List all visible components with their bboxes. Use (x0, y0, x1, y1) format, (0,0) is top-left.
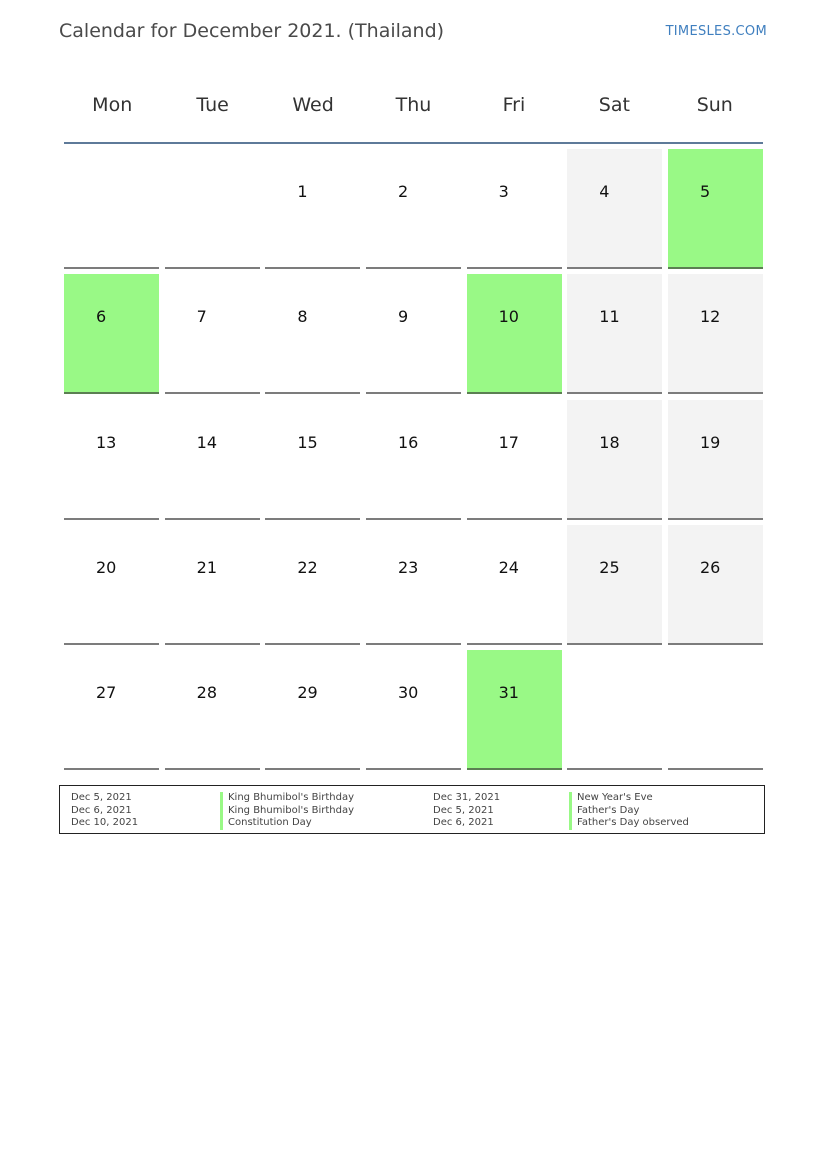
day-cell-23[interactable] (366, 525, 461, 645)
day-number: 1 (297, 182, 308, 201)
day-number: 27 (96, 683, 117, 702)
day-cell-9[interactable] (366, 274, 461, 394)
legend-dates-right (433, 792, 500, 830)
legend-date: Dec 5, 2021 (433, 804, 494, 816)
day-number: 20 (96, 557, 117, 577)
day-cell-27[interactable] (64, 650, 159, 770)
legend-holiday-name: Father's Day (569, 805, 689, 818)
day-number: 25 (599, 557, 620, 577)
day-number: 4 (599, 182, 610, 201)
day-number: 16 (397, 432, 419, 452)
empty-day-cell (165, 149, 260, 269)
day-cell-4[interactable] (567, 149, 662, 269)
day-cell-30[interactable] (366, 650, 461, 770)
legend-holiday-name: New Year's Eve (569, 792, 689, 805)
header-divider (64, 142, 763, 144)
day-number: 5 (699, 182, 711, 201)
day-cell-7[interactable] (165, 274, 260, 394)
day-number: 3 (498, 182, 509, 201)
weekday-mon: Mon (92, 94, 133, 116)
day-number: 12 (699, 307, 721, 327)
day-cell-2[interactable] (366, 149, 461, 269)
day-cell-5[interactable] (668, 149, 763, 269)
day-cell-11[interactable] (567, 274, 662, 394)
brand-link[interactable]: TIMESLES.COM (665, 24, 767, 39)
day-cell-15[interactable] (265, 400, 360, 520)
day-cell-19[interactable] (668, 400, 763, 520)
day-cell-20[interactable] (64, 525, 159, 645)
day-number: 30 (397, 683, 419, 702)
legend-holiday-name: Father's Day observed (569, 817, 689, 830)
day-number: 13 (96, 432, 117, 452)
holiday-legend (59, 785, 765, 834)
day-number: 6 (96, 307, 107, 327)
day-cell-14[interactable] (165, 400, 260, 520)
legend-holiday-name: King Bhumibol's Birthday (220, 792, 354, 805)
weekday-header (62, 90, 765, 120)
day-number: 19 (699, 432, 721, 452)
legend-holiday-name: King Bhumibol's Birthday (220, 805, 354, 818)
day-cell-3[interactable] (467, 149, 562, 269)
day-number: 14 (196, 432, 218, 452)
day-number: 29 (297, 683, 318, 702)
day-number: 24 (498, 557, 519, 577)
day-cell-26[interactable] (668, 525, 763, 645)
day-cell-10[interactable] (467, 274, 562, 394)
weekday-thu: Thu (395, 94, 432, 116)
day-cell-31[interactable] (467, 650, 562, 770)
legend-date: Dec 5, 2021 (71, 792, 132, 803)
calendar-grid (64, 149, 763, 770)
day-number: 28 (196, 683, 218, 702)
day-number: 9 (397, 307, 409, 327)
day-number: 11 (599, 307, 620, 327)
weekday-fri: Fri (502, 94, 526, 116)
weekday-sat: Sat (598, 94, 630, 116)
day-cell-21[interactable] (165, 525, 260, 645)
day-cell-17[interactable] (467, 400, 562, 520)
empty-day-cell (64, 149, 159, 269)
day-cell-29[interactable] (265, 650, 360, 770)
day-number: 8 (297, 307, 308, 327)
day-number: 21 (196, 557, 218, 577)
day-number: 23 (397, 557, 419, 577)
day-cell-12[interactable] (668, 274, 763, 394)
day-cell-8[interactable] (265, 274, 360, 394)
weekday-tue: Tue (196, 94, 229, 116)
day-cell-24[interactable] (467, 525, 562, 645)
legend-date: Dec 31, 2021 (433, 792, 501, 803)
legend-date: Dec 10, 2021 (71, 817, 139, 828)
day-number: 7 (196, 307, 207, 327)
day-number: 15 (297, 432, 318, 452)
day-cell-16[interactable] (366, 400, 461, 520)
legend-names-right (569, 792, 689, 830)
day-number: 22 (297, 557, 318, 577)
legend-dates-left (71, 792, 138, 830)
legend-names-left (220, 792, 354, 830)
day-cell-18[interactable] (567, 400, 662, 520)
empty-day-cell (567, 650, 662, 770)
day-number: 2 (397, 182, 409, 201)
day-number: 31 (498, 683, 519, 702)
legend-date: Dec 6, 2021 (433, 817, 494, 828)
legend-date: Dec 6, 2021 (71, 804, 132, 816)
day-number: 18 (599, 432, 620, 452)
page-title: Calendar for December 2021. (Thailand) (59, 20, 445, 42)
day-cell-6[interactable] (64, 274, 159, 394)
day-number: 10 (498, 307, 519, 327)
day-cell-13[interactable] (64, 400, 159, 520)
empty-day-cell (668, 650, 763, 770)
weekday-sun: Sun (696, 94, 733, 116)
day-number: 17 (498, 432, 519, 452)
day-cell-22[interactable] (265, 525, 360, 645)
day-cell-28[interactable] (165, 650, 260, 770)
day-number: 26 (699, 557, 721, 577)
day-cell-25[interactable] (567, 525, 662, 645)
weekday-wed: Wed (292, 94, 334, 116)
day-cell-1[interactable] (265, 149, 360, 269)
legend-holiday-name: Constitution Day (220, 817, 354, 830)
